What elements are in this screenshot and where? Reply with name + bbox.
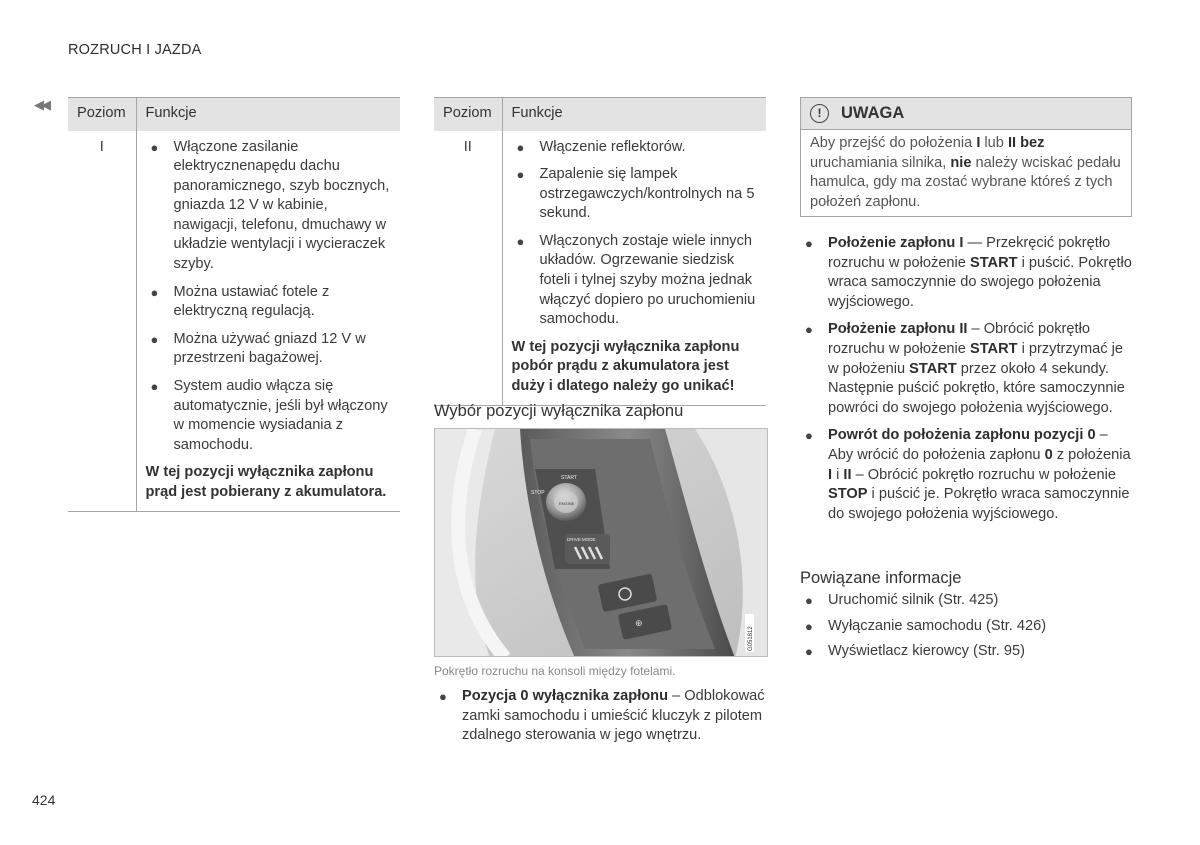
position-value: I bbox=[68, 131, 136, 512]
list-item-text: i bbox=[832, 466, 844, 483]
list-item-bold: START bbox=[969, 340, 1018, 357]
notice-body bbox=[801, 130, 1131, 216]
notice-bold: II bez bbox=[1007, 135, 1045, 151]
functions-list bbox=[146, 138, 392, 456]
bullet-icon: ● bbox=[150, 379, 159, 395]
list-item bbox=[146, 283, 392, 322]
auto-hold-icon: ⊕ bbox=[635, 618, 643, 628]
list-item-bold: Położenie zapłonu I bbox=[828, 235, 964, 251]
related-list bbox=[800, 591, 1132, 662]
bullet-icon: ● bbox=[805, 236, 813, 251]
ignition-position-heading: Wybór pozycji wyłącznika zapłonu bbox=[434, 402, 684, 420]
back-arrows-icon[interactable]: ◀◀ bbox=[34, 97, 48, 112]
notice-bold: nie bbox=[950, 154, 972, 171]
notice-bold: I bbox=[976, 135, 981, 151]
list-item-text: System audio włącza się automatycznie, jeśli był włączony w momencie wysiadania z samochodu. bbox=[173, 378, 388, 453]
column-header-position: Poziom bbox=[68, 98, 136, 131]
related-link-text[interactable]: Wyłączanie samochodu (Str. 426) bbox=[828, 617, 1047, 634]
notice-box bbox=[800, 97, 1132, 217]
position-zero-block bbox=[434, 687, 766, 754]
table-header-row bbox=[434, 98, 766, 131]
bullet-icon: ● bbox=[805, 644, 813, 660]
column-header-position: Poziom bbox=[434, 98, 502, 131]
list-item bbox=[800, 320, 1132, 418]
notice-text: lub bbox=[980, 135, 1008, 151]
functions-list bbox=[512, 138, 758, 330]
table-header-row bbox=[68, 98, 400, 131]
section-title: ROZRUCH I JAZDA bbox=[68, 42, 202, 58]
instructions-list bbox=[800, 234, 1132, 524]
bullet-icon: ● bbox=[150, 331, 159, 347]
functions-cell bbox=[136, 131, 400, 512]
bullet-icon: ● bbox=[516, 167, 525, 183]
list-item bbox=[512, 232, 758, 330]
related-link[interactable] bbox=[800, 591, 1132, 611]
list-item-text: i przytrzymać je w położeniu bbox=[828, 340, 1123, 377]
list-item bbox=[512, 138, 758, 158]
list-item bbox=[146, 377, 392, 455]
list-item-bold: 0 bbox=[1044, 446, 1053, 463]
start-label: START bbox=[561, 475, 577, 481]
list-item-bold: I bbox=[828, 466, 833, 483]
related-heading: Powiązane informacje bbox=[800, 569, 962, 587]
bullet-icon: ● bbox=[439, 689, 447, 704]
related-link-text[interactable]: Uruchomić silnik (Str. 425) bbox=[828, 592, 999, 608]
bullet-icon: ● bbox=[805, 322, 813, 338]
list-item-text: Włączone zasilanie elektrycznenapędu dachu panoramicznego, szyb bocznych, gniazda 12 V w kabinie, nawigacji, telefonu, dmuchawy w układzie wentylacji i wycieraczek szyby. bbox=[173, 138, 390, 273]
notice-title: UWAGA bbox=[841, 103, 905, 122]
list-item-text: Można ustawiać fotele z elektryczną regulacją. bbox=[173, 283, 330, 320]
notice-text: uruchamiania silnika, bbox=[810, 154, 951, 171]
table-note: W tej pozycji wyłącznika zapłonu pobór prądu z akumulatora jest duży i dlatego należy go unikać! bbox=[511, 338, 740, 395]
list-item bbox=[800, 234, 1132, 312]
related-link[interactable] bbox=[800, 642, 1132, 662]
list-item-text: Można używać gniazd 12 V w przestrzeni bagażowej. bbox=[173, 330, 366, 367]
photo-caption: Pokrętło rozruchu na konsoli między fotelami. bbox=[434, 664, 676, 678]
notice-text: należy wciskać pedału hamulca, gdy ma zostać wybrane któreś z tych położeń zapłonu. bbox=[810, 154, 1121, 210]
list-item-text: Zapalenie się lampek ostrzegawczych/kontrolnych na 5 sekund. bbox=[539, 166, 755, 222]
list-item-bold: Położenie zapłonu II bbox=[828, 321, 968, 338]
photo-code: G051812 bbox=[748, 626, 754, 651]
bullet-icon: ● bbox=[516, 139, 525, 155]
related-links bbox=[800, 591, 1132, 668]
list-item-bold: START bbox=[969, 254, 1018, 271]
ignition-table-position-ii bbox=[434, 97, 766, 406]
drive-mode-label: DRIVE MODE bbox=[567, 537, 596, 542]
list-item bbox=[512, 165, 758, 224]
list-item-text: z położenia bbox=[1052, 446, 1131, 463]
start-knob-photo bbox=[434, 428, 768, 657]
start-knob-illustration bbox=[435, 429, 768, 657]
column-header-functions: Funkcje bbox=[502, 98, 766, 131]
list-item-text: i puścić. Pokrętło wraca samoczynnie do swojego położenia wyjściowego. bbox=[828, 254, 1132, 310]
bullet-icon: ● bbox=[150, 139, 159, 155]
list-item-text: Włączonych zostaje wiele innych układów. Ogrzewanie siedzisk foteli i tylnej szyby można jednak włączyć dopiero po uruchomieniu samochodu. bbox=[539, 232, 756, 328]
list-item-text: – Obrócić pokrętło rozruchu w położenie bbox=[828, 321, 1090, 357]
bullet-icon: ● bbox=[805, 428, 813, 444]
functions-cell bbox=[502, 131, 766, 406]
position-value: II bbox=[434, 131, 502, 406]
bullet-icon: ● bbox=[805, 593, 813, 608]
ignition-table-position-i bbox=[68, 97, 400, 512]
bullet-icon: ● bbox=[805, 618, 813, 634]
table-row bbox=[68, 131, 400, 512]
list-item-text: – Odblokować zamki samochodu i umieścić kluczyk z pilotem zdalnego sterowania w jego wnętrzu. bbox=[462, 688, 765, 744]
info-icon: ! bbox=[810, 104, 829, 123]
bullet-icon: ● bbox=[516, 233, 525, 249]
list-item-text: przez około 4 sekundy. Następnie puścić pokrętło, które samoczynnie powróci do swojego położenia wyjściowego. bbox=[828, 360, 1125, 416]
engine-label: ENGINE bbox=[559, 501, 575, 506]
list-item bbox=[146, 330, 392, 369]
page-number: 424 bbox=[32, 792, 56, 808]
list-item bbox=[434, 687, 766, 746]
column-header-functions: Funkcje bbox=[136, 98, 400, 131]
position-zero-list bbox=[434, 687, 766, 746]
list-item-bold: II bbox=[843, 466, 852, 483]
related-link-text[interactable]: Wyświetlacz kierowcy (Str. 95) bbox=[828, 643, 1025, 660]
table-row bbox=[434, 131, 766, 406]
list-item-bold: Pozycja 0 wyłącznika zapłonu bbox=[462, 688, 669, 704]
list-item-bold: Powrót do położenia zapłonu pozycji 0 bbox=[828, 427, 1096, 444]
related-link[interactable] bbox=[800, 617, 1132, 637]
list-item-bold: STOP bbox=[828, 486, 868, 503]
list-item-text: i puścić je. Pokrętło wraca samoczynnie do swojego położenia wyjściowego. bbox=[828, 486, 1130, 522]
list-item-text: Włączenie reflektorów. bbox=[539, 138, 686, 155]
notice-header bbox=[801, 98, 1131, 130]
list-item-text: – Obrócić pokrętło rozruchu w położenie bbox=[851, 466, 1116, 483]
list-item-text: – Aby wrócić do położenia zapłonu bbox=[828, 427, 1108, 463]
list-item bbox=[800, 426, 1132, 524]
list-item-text: — Przekręcić pokrętło rozruchu w położenie bbox=[828, 235, 1111, 271]
stop-label: STOP bbox=[531, 490, 545, 496]
ignition-instructions bbox=[800, 234, 1132, 532]
bullet-icon: ● bbox=[150, 284, 159, 300]
list-item bbox=[146, 138, 392, 275]
notice-text: Aby przejść do położenia bbox=[810, 135, 977, 151]
list-item-bold: START bbox=[909, 360, 957, 377]
table-note: W tej pozycji wyłącznika zapłonu prąd jest pobierany z akumulatora. bbox=[145, 464, 387, 500]
